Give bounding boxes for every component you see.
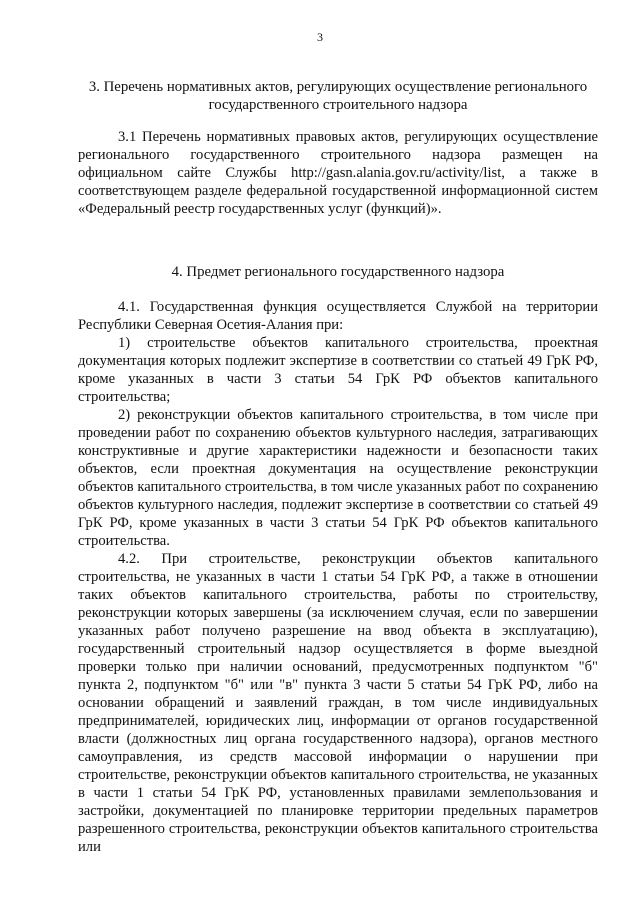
- section-3-heading: 3. Перечень нормативных актов, регулирующих осуществление регионального государственного строительного надзора: [88, 79, 588, 113]
- paragraph-4-2: 4.2. При строительстве, реконструкции объектов капитального строительства, не указанных в части 1 статьи 54 ГрК РФ, а также в отношении таких объектов капитального строительства, работы по строительству, реконструкции которых завершены (за исключением случая, если по завершении указанных работ получено разрешение на ввод объекта в эксплуатацию), государственный строительный надзор осуществляется в форме выездной проверки только при наличии оснований, предусмотренных подпунктом "б" пункта 2, подпунктом "б" или "в" пункта 3 части 5 статьи 54 ГрК РФ, либо на основании обращений и заявлений граждан, в том числе индивидуальных предпринимателей, юридических лиц, информации от органов государственной власти (должностных лиц органа государственного надзора), органов местного самоуправления, из средств массовой информации о нарушении при строительстве, реконструкции объектов капитального строительства, не указанных в части 1 статьи 54 ГрК РФ, установленных правилами землепользования и застройки, документацией по планировке территории предельных параметров разрешенного строительства, реконструкции объектов капитального строительства или: [78, 551, 598, 855]
- section-4-body: [78, 298, 598, 856]
- section-4-heading: 4. Предмет регионального государственного надзора: [171, 264, 505, 280]
- paragraph-3-1: 3.1 Перечень нормативных правовых актов, регулирующих осуществление регионального государственного строительного надзора размещен на официальном сайте Службы http://gasn.alania.gov.ru/activity/list, а также в соответствующем разделе федеральной государственной информационной систем «Федеральный реестр государственных услуг (функций)».: [78, 129, 598, 217]
- page-number: 3: [317, 30, 323, 44]
- section-3-body: [78, 128, 598, 218]
- paragraph-4-1: 4.1. Государственная функция осуществляется Службой на территории Республики Северная Осетия-Алания при:: [78, 299, 598, 333]
- paragraph-4-1-item-2: 2) реконструкции объектов капитального строительства, в том числе при проведении работ по сохранению объектов культурного наследия, затрагивающих конструктивные и другие характеристики надежности и безопасности таких объектов, если проектная документация на осуществление реконструкции объектов капитального строительства, в том числе указанных работ по сохранению объектов культурного наследия, подлежит экспертизе в соответствии со статьей 49 ГрК РФ, кроме указанных в части 3 статьи 54 ГрК РФ объектов капитального строительства.: [78, 407, 598, 549]
- paragraph-4-1-item-1: 1) строительстве объектов капитального строительства, проектная документация которых подлежит экспертизе в соответствии со статьей 49 ГрК РФ, кроме указанных в части 3 статьи 54 ГрК РФ объектов капитального строительства;: [78, 335, 598, 405]
